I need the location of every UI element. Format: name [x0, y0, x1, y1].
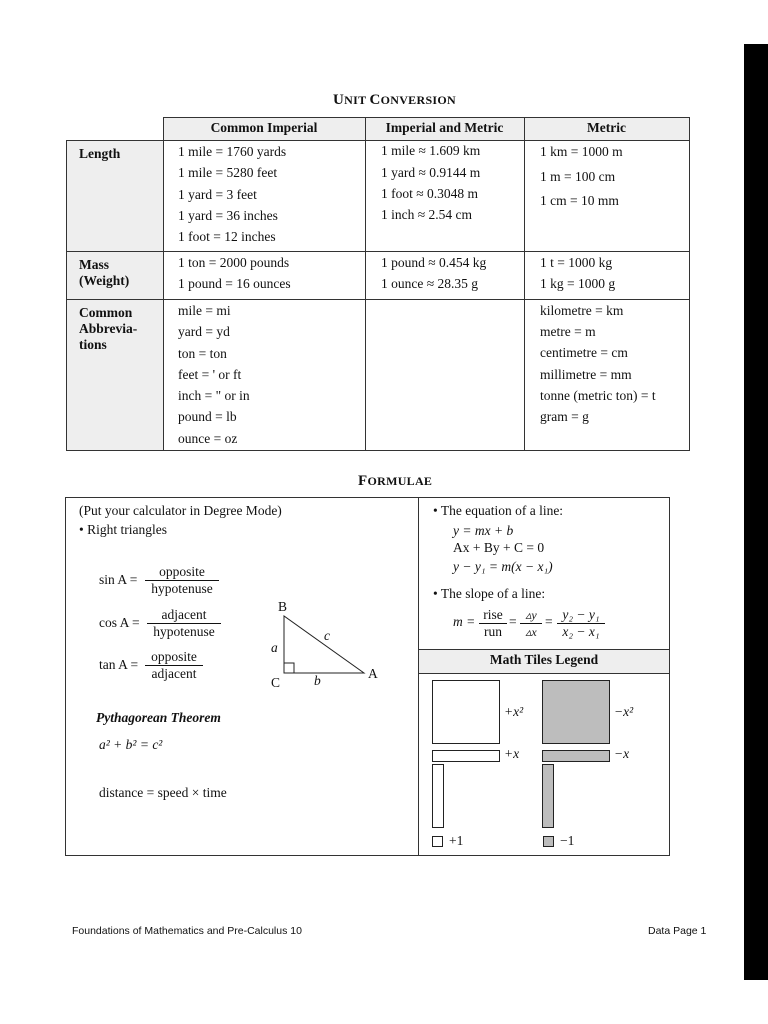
- slope-coordinates: $\frac{\text{y₂ − y₁}}{\text{x₂ − x₁}}$: [557, 607, 605, 640]
- table-cell: 1 kg = 1000 g: [540, 276, 616, 291]
- cos-lhs: cos A =: [99, 615, 140, 630]
- tile-negative-x-vertical: [542, 764, 554, 828]
- table-cell: millimetre = mm: [540, 367, 632, 382]
- table-line: [66, 140, 67, 451]
- tile-positive-x-vertical: [432, 764, 444, 828]
- cos-fraction: adjacent hypotenuse: [147, 607, 221, 640]
- tile-positive-one: [432, 836, 443, 847]
- tile-label-neg-x: −x: [614, 746, 630, 761]
- triangle-side-a: a: [271, 640, 278, 655]
- black-edge-bar: [744, 44, 768, 980]
- tile-positive-x-horizontal: [432, 750, 500, 762]
- table-cell: kilometre = km: [540, 303, 624, 318]
- table-cell: 1 m = 100 cm: [540, 169, 616, 184]
- table-line: [66, 299, 690, 300]
- table-cell: 1 ton = 2000 pounds: [178, 255, 290, 270]
- slope-equals-1: =: [509, 614, 517, 629]
- table-line: [66, 140, 690, 141]
- legend-line: [419, 649, 669, 650]
- footer-page-label: Data Page 1: [648, 925, 707, 937]
- table-line: [66, 251, 690, 252]
- line-equation-title: • The equation of a line:: [433, 503, 564, 518]
- table-cell: centimetre = cm: [540, 345, 628, 360]
- slope-title: • The slope of a line:: [433, 586, 546, 601]
- triangle-side-b: b: [314, 673, 321, 688]
- header-imperial-and-metric: Imperial and Metric: [365, 117, 524, 140]
- tile-negative-one: [543, 836, 554, 847]
- slope-m: m =: [453, 614, 476, 629]
- table-cell: metre = m: [540, 324, 596, 339]
- table-cell: 1 yard ≈ 0.9144 m: [381, 165, 481, 180]
- right-triangles-label: • Right triangles: [79, 522, 167, 537]
- tile-positive-x-squared: [432, 680, 500, 744]
- table-cell: 1 mile ≈ 1.609 km: [381, 143, 481, 158]
- line-equation-2: Ax + By + C = 0: [453, 540, 545, 555]
- tan-fraction: opposite adjacent: [145, 649, 203, 682]
- slope-rise-run: rise run: [479, 607, 507, 640]
- table-cell: tonne (metric ton) = t: [540, 388, 656, 403]
- slope-delta: $\frac{▵y}{▵x}$: [520, 607, 542, 640]
- formula-box-line: [418, 497, 419, 856]
- formula-box-line: [65, 855, 669, 856]
- table-cell: 1 mile = 5280 feet: [178, 165, 278, 180]
- triangle-vertex-a: A: [368, 666, 378, 681]
- tile-label-pos-x2: +x²: [504, 704, 524, 719]
- slope-equals-2: =: [545, 614, 553, 629]
- tile-label-pos-x: +x: [504, 746, 520, 761]
- table-cell: yard = yd: [178, 324, 230, 339]
- table-cell: inch = " or in: [178, 388, 250, 403]
- table-cell: 1 km = 1000 m: [540, 144, 623, 159]
- table-cell: 1 inch ≈ 2.54 cm: [381, 207, 473, 222]
- table-cell: feet = ' or ft: [178, 367, 242, 382]
- sin-lhs: sin A =: [99, 572, 138, 587]
- table-cell: 1 yard = 36 inches: [178, 208, 278, 223]
- sin-fraction: opposite hypotenuse: [145, 564, 219, 597]
- table-line: [163, 117, 164, 451]
- table-cell: 1 pound ≈ 0.454 kg: [381, 255, 487, 270]
- formula-box-line: [65, 497, 66, 856]
- math-tiles-legend-title: Math Tiles Legend: [419, 649, 669, 673]
- tile-label-neg-x2: −x²: [614, 704, 634, 719]
- distance-formula: distance = speed × time: [99, 785, 227, 800]
- triangle-vertex-c: C: [271, 675, 281, 690]
- formula-box-line: [669, 497, 670, 856]
- row-label-mass: Mass (Weight): [66, 251, 163, 299]
- table-line: [66, 450, 690, 451]
- tile-label-neg-1: −1: [560, 833, 575, 848]
- triangle-side-c: c: [324, 628, 330, 643]
- tan-lhs: tan A =: [99, 657, 139, 672]
- legend-line: [419, 673, 669, 674]
- row-label-abbreviations: Common Abbrevia- tions: [66, 299, 163, 451]
- footer-course-title: Foundations of Mathematics and Pre-Calculus 10: [72, 925, 302, 937]
- tile-negative-x-squared: [542, 680, 610, 744]
- line-equation-1: y = mx + b: [453, 523, 514, 538]
- pythagorean-title: Pythagorean Theorem: [96, 710, 221, 725]
- tile-negative-x-horizontal: [542, 750, 610, 762]
- table-cell: 1 mile = 1760 yards: [178, 144, 287, 159]
- table-cell: 1 pound = 16 ounces: [178, 276, 291, 291]
- pythagorean-formula: a² + b² = c²: [99, 737, 163, 752]
- tile-label-pos-1: +1: [449, 833, 464, 848]
- table-line: [163, 117, 690, 118]
- table-cell: mile = mi: [178, 303, 231, 318]
- table-cell: ton = ton: [178, 346, 227, 361]
- table-line: [689, 117, 690, 451]
- line-equation-3: y − y₁ = m(x − x₁): [453, 559, 553, 574]
- table-cell: gram = g: [540, 409, 589, 424]
- calculator-note: (Put your calculator in Degree Mode): [79, 503, 282, 518]
- table-cell: ounce = oz: [178, 431, 238, 446]
- table-cell: 1 yard = 3 feet: [178, 187, 257, 202]
- triangle-vertex-b: B: [278, 599, 288, 614]
- formula-box-line: [65, 497, 669, 498]
- table-cell: pound = lb: [178, 409, 237, 424]
- header-common-imperial: Common Imperial: [163, 117, 365, 140]
- table-line: [365, 117, 366, 451]
- row-label-length: Length: [66, 140, 163, 251]
- formulae-title: FORMULAE: [358, 473, 433, 489]
- table-cell: 1 ounce ≈ 28.35 g: [381, 276, 479, 291]
- table-cell: 1 foot = 12 inches: [178, 229, 276, 244]
- table-line: [524, 117, 525, 451]
- table-cell: 1 t = 1000 kg: [540, 255, 613, 270]
- table-cell: 1 cm = 10 mm: [540, 193, 619, 208]
- table-cell: 1 foot ≈ 0.3048 m: [381, 186, 479, 201]
- unit-conversion-title: UNIT CONVERSION: [333, 92, 456, 108]
- header-metric: Metric: [524, 117, 689, 140]
